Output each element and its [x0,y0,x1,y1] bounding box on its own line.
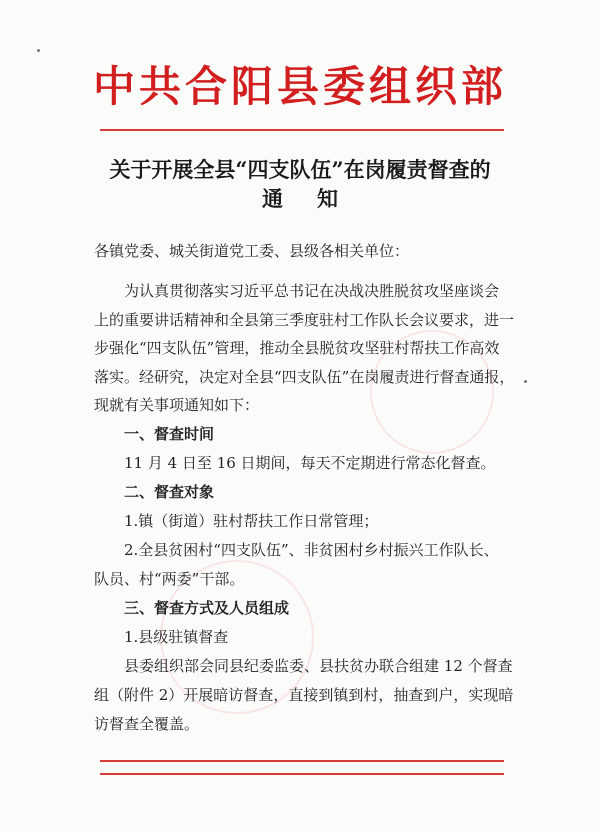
section-body: 县委组织部会同县纪委监委、县扶贫办联合组建 12 个督查 [124,657,513,675]
addressee: 各镇党委、城关街道党工委、县级各相关单位： [94,242,410,260]
section-heading: 三、督查方式及人员组成 [124,599,290,617]
section-body: 组（附件 2）开展暗访督查，直接到镇到村，抽查到户，实现暗 [94,686,514,704]
section-item: 1.镇（街道）驻村帮扶工作日常管理； [124,512,379,530]
section-item-continued: 队员、村“两委”干部。 [94,570,245,588]
red-divider-top [100,129,504,131]
scan-speck [37,49,40,52]
section-body: 11 月 4 日至 16 日期间，每天不定期进行常态化督查。 [124,454,496,472]
intro-line: 落实。经研究，决定对全县“四支队伍”在岗履责进行督查通报， [94,368,515,386]
intro-line: 为认真贯彻落实习近平总书记在决战决胜脱贫攻坚座谈会 [124,282,500,300]
red-divider-bottom [100,760,504,762]
intro-line: 现就有关事项通知如下： [94,396,260,414]
subsection-heading: 1.县级驻镇督查 [124,628,229,646]
document-title-line1: 关于开展全县“四支队伍”在岗履责督查的 [109,157,491,182]
issuing-organization-header: 中共合阳县委组织部 [92,62,507,111]
section-body: 访督查全覆盖。 [94,715,200,733]
section-item: 2.全县贫困村“四支队伍”、非贫困村乡村振兴工作队长、 [124,541,499,559]
scan-speck [524,380,527,383]
section-heading: 一、督查时间 [124,425,215,443]
intro-line: 上的重要讲话精神和全县第三季度驻村工作队长会议要求，进一 [94,311,515,329]
document-title-line2: 通知 [262,186,372,211]
red-divider-bottom [100,773,504,775]
intro-line: 步强化“四支队伍”管理，推动全县脱贫攻坚驻村帮扶工作高效 [94,339,500,357]
section-heading: 二、督查对象 [124,483,215,501]
